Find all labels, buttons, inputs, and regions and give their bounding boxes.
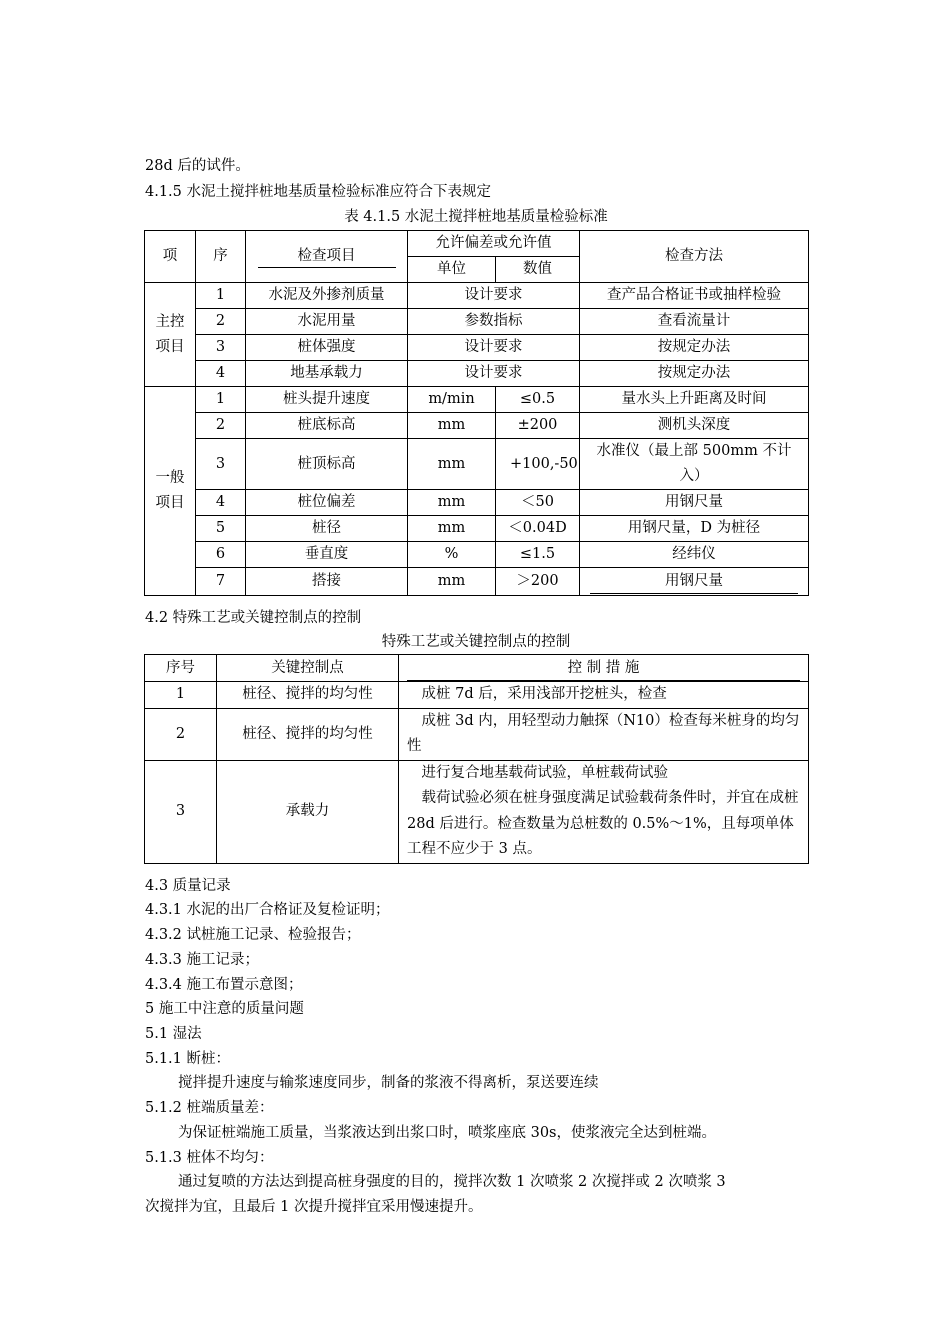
table-cell: 用钢尺量，D 为桩径 (580, 516, 809, 542)
table-cell: 7 (196, 568, 246, 596)
list-item: 4.3.3 施工记录； (145, 952, 260, 968)
body-text: 为保证桩端施工质量，当浆液达到出浆口时，喷浆座底 30s，使浆液完全达到桩端。 (178, 1125, 716, 1141)
table-cell: 测机头深度 (580, 413, 809, 439)
table-cell: 垂直度 (246, 542, 408, 568)
table-caption: 特殊工艺或关键控制点的控制 (381, 634, 571, 650)
table-cell: 5 (196, 516, 246, 542)
table-cell: ＜0.04D (496, 516, 580, 542)
section-heading: 5 施工中注意的质量问题 (145, 1001, 304, 1017)
table-cell: 设计要求 (408, 283, 580, 309)
table-cell: 查产品合格证书或抽样检验 (580, 283, 809, 309)
table-cell: mm (408, 490, 496, 516)
table-cell: 3 (196, 335, 246, 361)
table-cell: 3 (145, 760, 217, 863)
table-cell: 承载力 (217, 760, 399, 863)
clause-heading: 4.1.5 水泥土搅拌桩地基质量检验标准应符合下表规定 (145, 184, 492, 200)
header-cell (246, 231, 408, 283)
item-heading: 5.1.1 断桩： (145, 1051, 231, 1067)
table-cell: 桩底标高 (246, 413, 408, 439)
header-cell: 序 (196, 231, 246, 283)
header-cell: 允许偏差或允许值 (408, 231, 580, 257)
group-label: 主控 项目 (145, 283, 196, 387)
table-cell: 量水头上升距离及时间 (580, 387, 809, 413)
table-cell: 地基承载力 (246, 361, 408, 387)
table-cell: 成桩 7d 后，采用浅部开挖桩头，检查 (399, 682, 809, 709)
measure-line: 进行复合地基载荷试验，单桩载荷试验 (407, 764, 668, 781)
table-cell: 桩径 (246, 516, 408, 542)
table-cell: 按规定办法 (580, 361, 809, 387)
group-label: 一般 项目 (145, 387, 196, 596)
table-cell: 用钢尺量 (580, 490, 809, 516)
list-item: 4.3.4 施工布置示意图； (145, 977, 303, 993)
list-item: 4.3.2 试桩施工记录、检验报告； (145, 927, 361, 943)
table-cell: ＞200 (496, 568, 580, 596)
table-cell: 1 (196, 387, 246, 413)
subsection-heading: 5.1 湿法 (145, 1026, 202, 1042)
table-cell: 经纬仪 (580, 542, 809, 568)
table-cell: 按规定办法 (580, 335, 809, 361)
item-heading: 5.1.3 桩体不均匀： (145, 1150, 274, 1166)
body-text: 28d 后的试件。 (145, 158, 250, 174)
header-cell: 关键控制点 (217, 655, 399, 682)
table-cell: 2 (196, 413, 246, 439)
header-check-item: 检查项目 (258, 246, 396, 268)
table-cell: 查看流量计 (580, 309, 809, 335)
table-cell: 桩径、搅拌的均匀性 (217, 682, 399, 709)
table-cell: ≤0.5 (496, 387, 580, 413)
table-cell (399, 760, 809, 863)
body-text: 次搅拌为宜，且最后 1 次提升搅拌宜采用慢速提升。 (145, 1199, 483, 1215)
table-cell: 桩顶标高 (246, 439, 408, 490)
table-cell (580, 568, 809, 596)
table-cell: mm (408, 568, 496, 596)
table-cell: 3 (196, 439, 246, 490)
table-cell: ±200 (496, 413, 580, 439)
body-text: 通过复喷的方法达到提高桩身强度的目的，搅拌次数 1 次喷浆 2 次搅拌或 2 次喷浆 3 (178, 1174, 726, 1190)
header-cell: 检查方法 (580, 231, 809, 283)
table-cell: 桩体强度 (246, 335, 408, 361)
table-cell: 桩径、搅拌的均匀性 (217, 708, 399, 760)
header-measure: 控 制 措 施 (407, 656, 800, 681)
table-cell: 2 (196, 309, 246, 335)
table-cell: 4 (196, 490, 246, 516)
section-heading: 4.2 特殊工艺或关键控制点的控制 (145, 610, 362, 626)
table-cell: +100,-50 (496, 439, 580, 490)
table-cell: 桩头提升速度 (246, 387, 408, 413)
table-cell: 水泥用量 (246, 309, 408, 335)
header-cell: 单位 (408, 257, 496, 283)
table-cell: ＜50 (496, 490, 580, 516)
table-cell: 桩位偏差 (246, 490, 408, 516)
table-cell: 1 (145, 682, 217, 709)
header-cell: 序号 (145, 655, 217, 682)
item-heading: 5.1.2 桩端质量差： (145, 1100, 274, 1116)
table-cell: 设计要求 (408, 361, 580, 387)
table-cell: 1 (196, 283, 246, 309)
table-cell: mm (408, 439, 496, 490)
table-cell: 4 (196, 361, 246, 387)
quality-standard-table (144, 230, 809, 596)
header-cell (399, 655, 809, 682)
table-cell: 2 (145, 708, 217, 760)
table-cell: 搭接 (246, 568, 408, 596)
header-cell: 数值 (496, 257, 580, 283)
table-cell: ≤1.5 (496, 542, 580, 568)
table-cell: 水准仪（最上部 500mm 不计入） (580, 439, 809, 490)
section-heading: 4.3 质量记录 (145, 878, 231, 894)
control-points-table (144, 654, 809, 864)
table-cell: mm (408, 413, 496, 439)
table-cell: 成桩 3d 内，用轻型动力触探（N10）检查每米桩身的均匀性 (399, 708, 809, 760)
table-cell: 6 (196, 542, 246, 568)
list-item: 4.3.1 水泥的出厂合格证及复检证明； (145, 902, 390, 918)
body-text: 搅拌提升速度与输浆速度同步，制备的浆液不得离析，泵送要连续 (178, 1075, 599, 1091)
table-cell: % (408, 542, 496, 568)
header-cell: 项 (145, 231, 196, 283)
table-cell: mm (408, 516, 496, 542)
measure-line: 载荷试验必须在桩身强度满足试验载荷条件时，并宜在成桩 28d 后进行。检查数量为总桩数的 0.5%～1%，且每项单体工程不应少于 3 点。 (407, 790, 799, 857)
method-underlined: 用钢尺量 (590, 569, 798, 594)
table-cell: 参数指标 (408, 309, 580, 335)
table-caption: 表 4.1.5 水泥土搅拌桩地基质量检验标准 (344, 209, 608, 225)
table-cell: 设计要求 (408, 335, 580, 361)
table-cell: m/min (408, 387, 496, 413)
table-cell: 水泥及外掺剂质量 (246, 283, 408, 309)
